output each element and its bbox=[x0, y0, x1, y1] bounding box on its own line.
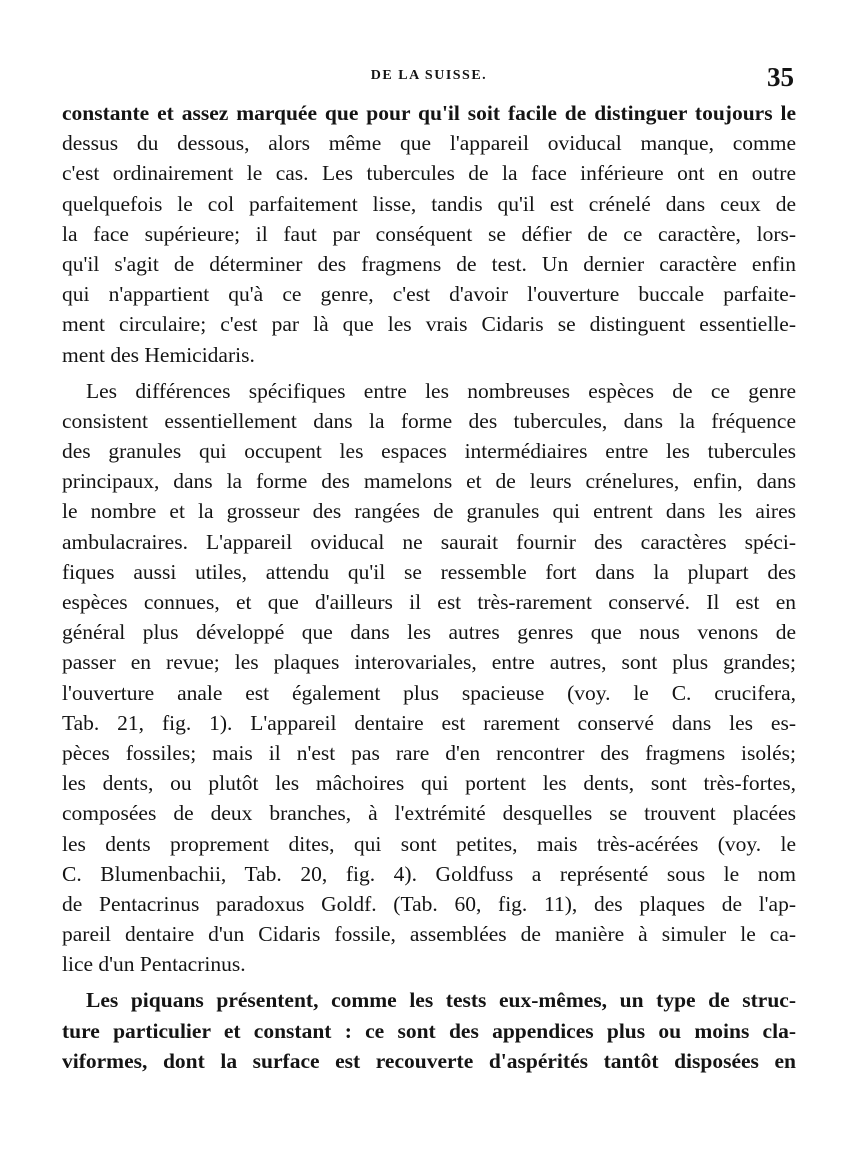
text-line: ment des Hemicidaris. bbox=[62, 342, 255, 367]
text-line: qu'il s'agit de déterminer des fragmens de test. Un dernier caractère enfin bbox=[62, 251, 796, 276]
text-line: le nombre et la grosseur des rangées de granules qui entrent dans les aires bbox=[62, 499, 796, 524]
text-line: Les piquans présentent, comme les tests eux-mêmes, un type de struc- bbox=[86, 988, 796, 1013]
text-line: les dents proprement dites, qui sont petites, mais très-acérées (voy. le bbox=[62, 831, 796, 856]
text-line: quelquefois le col parfaitement lisse, tandis qu'il est crénelé dans ceux de bbox=[62, 191, 796, 216]
text-line: l'ouverture anale est également plus spacieuse (voy. le C. crucifera, bbox=[62, 680, 796, 705]
text-line: général plus développé que dans les autres genres que nous venons de bbox=[62, 620, 796, 645]
running-title: DE LA SUISSE. bbox=[370, 68, 488, 83]
text-line: de Pentacrinus paradoxus Goldf. (Tab. 60, fig. 11), des plaques de l'ap- bbox=[62, 891, 796, 916]
text-line: constante et assez marquée que pour qu'il soit facile de distinguer toujours le bbox=[62, 101, 796, 125]
text-line: Les différences spécifiques entre les nombreuses espèces de ce genre bbox=[86, 378, 796, 403]
text-line: pareil dentaire d'un Cidaris fossile, assemblées de manière à simuler le ca- bbox=[62, 922, 796, 947]
text-line: dessus du dessous, alors même que l'appareil oviducal manque, comme bbox=[62, 131, 796, 156]
text-line: composées de deux branches, à l'extrémité desquelles se trouvent placées bbox=[62, 801, 796, 826]
text-line: C. Blumenbachii, Tab. 20, fig. 4). Goldfuss a représenté sous le nom bbox=[62, 861, 796, 886]
text-line: ture particulier et constant : ce sont des appendices plus ou moins cla- bbox=[62, 1018, 796, 1043]
text-line: c'est ordinairement le cas. Les tubercules de la face inférieure ont en outre bbox=[62, 161, 796, 186]
text-line: espèces connues, et que d'ailleurs il est très-rarement conservé. Il est en bbox=[62, 590, 796, 614]
text-line: la face supérieure; il faut par conséquent se défier de ce caractère, lors- bbox=[62, 221, 796, 246]
body-text bbox=[62, 98, 796, 1076]
page-number: 35 bbox=[767, 62, 794, 92]
text-line: les dents, ou plutôt les mâchoires qui portent les dents, sont très-fortes, bbox=[62, 771, 796, 796]
text-line: des granules qui occupent les espaces intermédiaires entre les tubercules bbox=[62, 439, 796, 464]
text-line: pèces fossiles; mais il n'est pas rare d'en rencontrer des fragmens isolés; bbox=[62, 740, 796, 765]
text-line: viformes, dont la surface est recouverte d'aspérités tantôt disposées en bbox=[62, 1048, 796, 1073]
text-line: principaux, dans la forme des mamelons et de leurs crénelures, enfin, dans bbox=[62, 469, 796, 494]
paragraph-2 bbox=[62, 376, 796, 980]
document-page bbox=[62, 62, 796, 1076]
paragraph-3 bbox=[62, 985, 796, 1076]
paragraph-1 bbox=[62, 98, 796, 370]
text-line: Tab. 21, fig. 1). L'appareil dentaire est rarement conservé dans les es- bbox=[62, 710, 796, 735]
text-line: fiques aussi utiles, attendu qu'il se ressemble fort dans la plupart des bbox=[62, 559, 796, 584]
text-line: ment circulaire; c'est par là que les vrais Cidaris se distinguent essentielle- bbox=[62, 312, 796, 337]
text-line: consistent essentiellement dans la forme des tubercules, dans la fréquence bbox=[62, 408, 796, 433]
text-line: lice d'un Pentacrinus. bbox=[62, 952, 246, 977]
text-line: qui n'appartient qu'à ce genre, c'est d'avoir l'ouverture buccale parfaite- bbox=[62, 282, 796, 307]
text-line: passer en revue; les plaques interovariales, entre autres, sont plus grandes; bbox=[62, 650, 796, 675]
running-head bbox=[62, 62, 796, 94]
text-line: ambulacraires. L'appareil oviducal ne saurait fournir des caractères spéci- bbox=[62, 529, 796, 554]
